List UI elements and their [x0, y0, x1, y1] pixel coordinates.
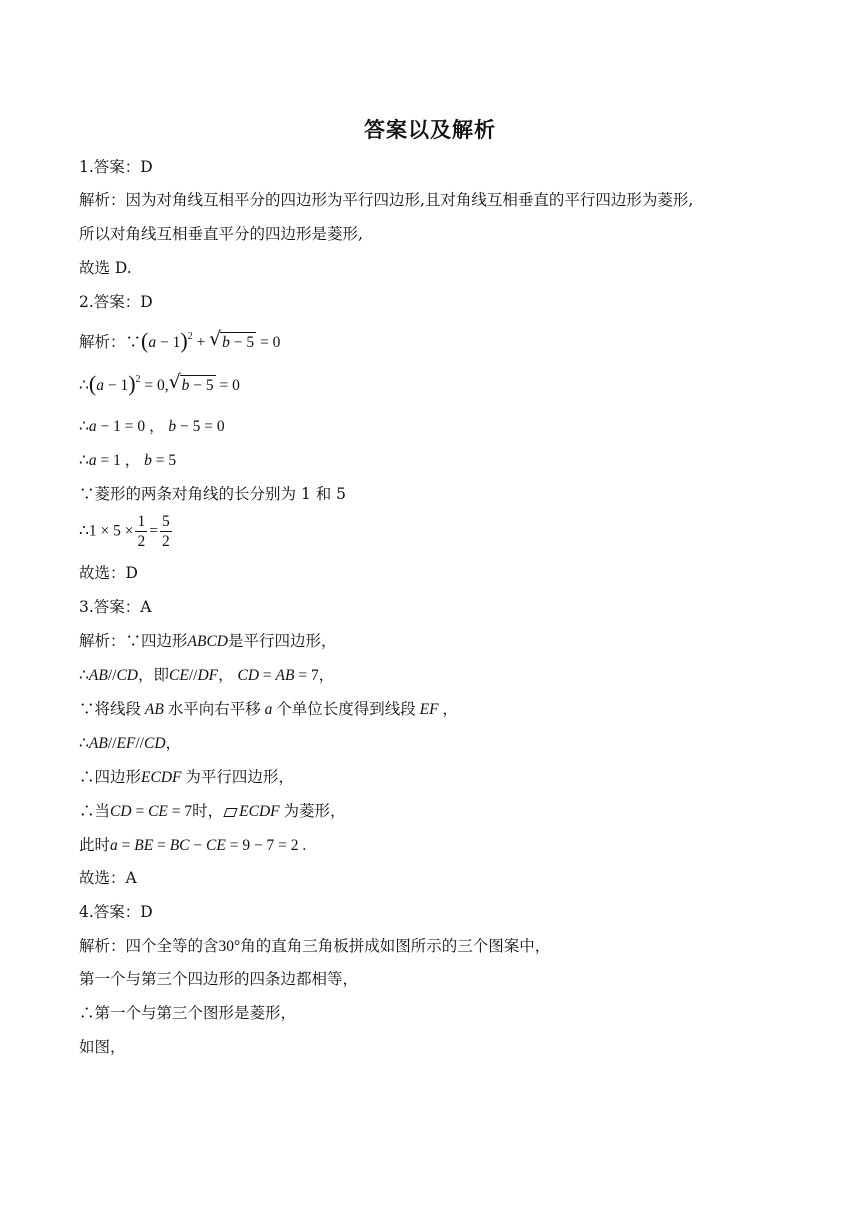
q4-line-1: 解析：四个全等的含30°角的直角三角板拼成如图所示的三个图案中，: [79, 937, 551, 955]
q3-line-2: ∴AB//CD，即CE//DF， CD = AB = 7，: [79, 666, 335, 684]
q4-line-4: 如图，: [79, 1038, 126, 1056]
q2-analysis-line-1: 解析：∵(a − 1)$^2$ + √ b − 5 = 0: [79, 328, 281, 353]
q3-line-1: [79, 631, 337, 652]
q1-analysis-2: 所以对角线互相垂直平分的四边形是菱形,: [79, 225, 363, 243]
q2-analysis-line-4: ∴a = 1 ， b = 5: [79, 451, 177, 469]
therefore-symbol: ∴: [79, 666, 89, 684]
q4-line-3: ∴第一个与第三个图形是菱形，: [79, 1004, 297, 1022]
q1-analysis: 解析：因为对角线互相平分的四边形为平行四边形,且对角线互相垂直的平行四边形为菱形,: [79, 191, 694, 209]
q3-l6-b: 时，: [192, 802, 224, 820]
therefore-symbol: ∴: [79, 451, 89, 469]
q3-l3-a: ∵将线段: [79, 700, 142, 718]
therefore-symbol: ∴: [79, 734, 89, 752]
q3-l2-sep2: ，: [218, 666, 234, 684]
q3-l5-b: 为平行四边形，: [185, 768, 294, 786]
q3-line-7: 此时a = BE = BC − CE = 9 − 7 = 2 .: [79, 836, 307, 854]
q1-choice: 故选 D.: [79, 259, 132, 277]
q4-l1-b: 角的直角三角板拼成如图所示的三个图案中，: [240, 937, 551, 955]
therefore-symbol: ∴: [79, 376, 89, 394]
because-symbol: ∵: [79, 485, 95, 503]
q4-l1-a: 解析：四个全等的含: [79, 937, 219, 955]
parallelogram-icon: [224, 808, 238, 817]
q2-choice: 故选：D: [79, 564, 138, 582]
q2-analysis-prefix: 解析：∵: [79, 333, 142, 351]
q3-choice: 故选：A: [79, 869, 137, 887]
q3-l6-c: 为菱形，: [283, 802, 346, 820]
q4-answer: 4.答案：D: [79, 903, 153, 921]
q2-analysis-line-3: ∴a − 1 = 0 ， b − 5 = 0: [79, 417, 225, 435]
therefore-symbol: ∴: [79, 417, 89, 435]
page-title: 答案以及解析: [364, 118, 496, 142]
q3-l7-a: 此时: [79, 836, 111, 854]
q2-analysis-line-6: ∴1 × 5 × $\frac{1}{2}$ = $\frac{5}{2}$: [79, 513, 170, 550]
q3-l5-a: ∴四边形: [79, 768, 142, 786]
q3-l6-a: ∴当: [79, 802, 111, 820]
q3-line-4: ∴AB//EF//CD，: [79, 734, 182, 752]
therefore-symbol: ∴: [79, 521, 89, 540]
q3-line-6: ∴当CD = CE = 7时， ECDF 为菱形，: [79, 802, 346, 820]
q3-l2-end: ，: [318, 666, 335, 684]
q3-l1-var: ABCD: [187, 633, 228, 650]
q2-analysis-line-5: [79, 484, 346, 504]
q1-answer: 1.答案：D: [79, 158, 153, 176]
q3-l3-c: 个单位长度得到线段: [276, 700, 416, 718]
q3-l1-prefix: 解析：∵四边形: [79, 632, 188, 650]
q4-line-2: 第一个与第三个四边形的四条边都相等，: [79, 970, 359, 988]
q3-answer: 3.答案：A: [79, 598, 152, 616]
q2-answer: 2.答案：D: [79, 293, 153, 311]
q2-analysis-line-2: ∴(a − 1)$^2$ = 0, √ b − 5 = 0: [79, 371, 240, 396]
q3-line-5: ∴四边形ECDF 为平行四边形，: [79, 768, 294, 786]
q3-l3-b: 水平向右平移: [167, 700, 261, 718]
q3-l1-suffix: 是平行四边形，: [227, 632, 337, 650]
q3-l3-d: ，: [442, 700, 458, 718]
q3-l2-sep: ，即: [137, 666, 169, 684]
q3-line-3: ∵将线段 AB 水平向右平移 a 个单位长度得到线段 EF ，: [79, 700, 458, 718]
q2-line6-text: 菱形的两条对角线的长分别为 1 和 5: [94, 485, 347, 503]
